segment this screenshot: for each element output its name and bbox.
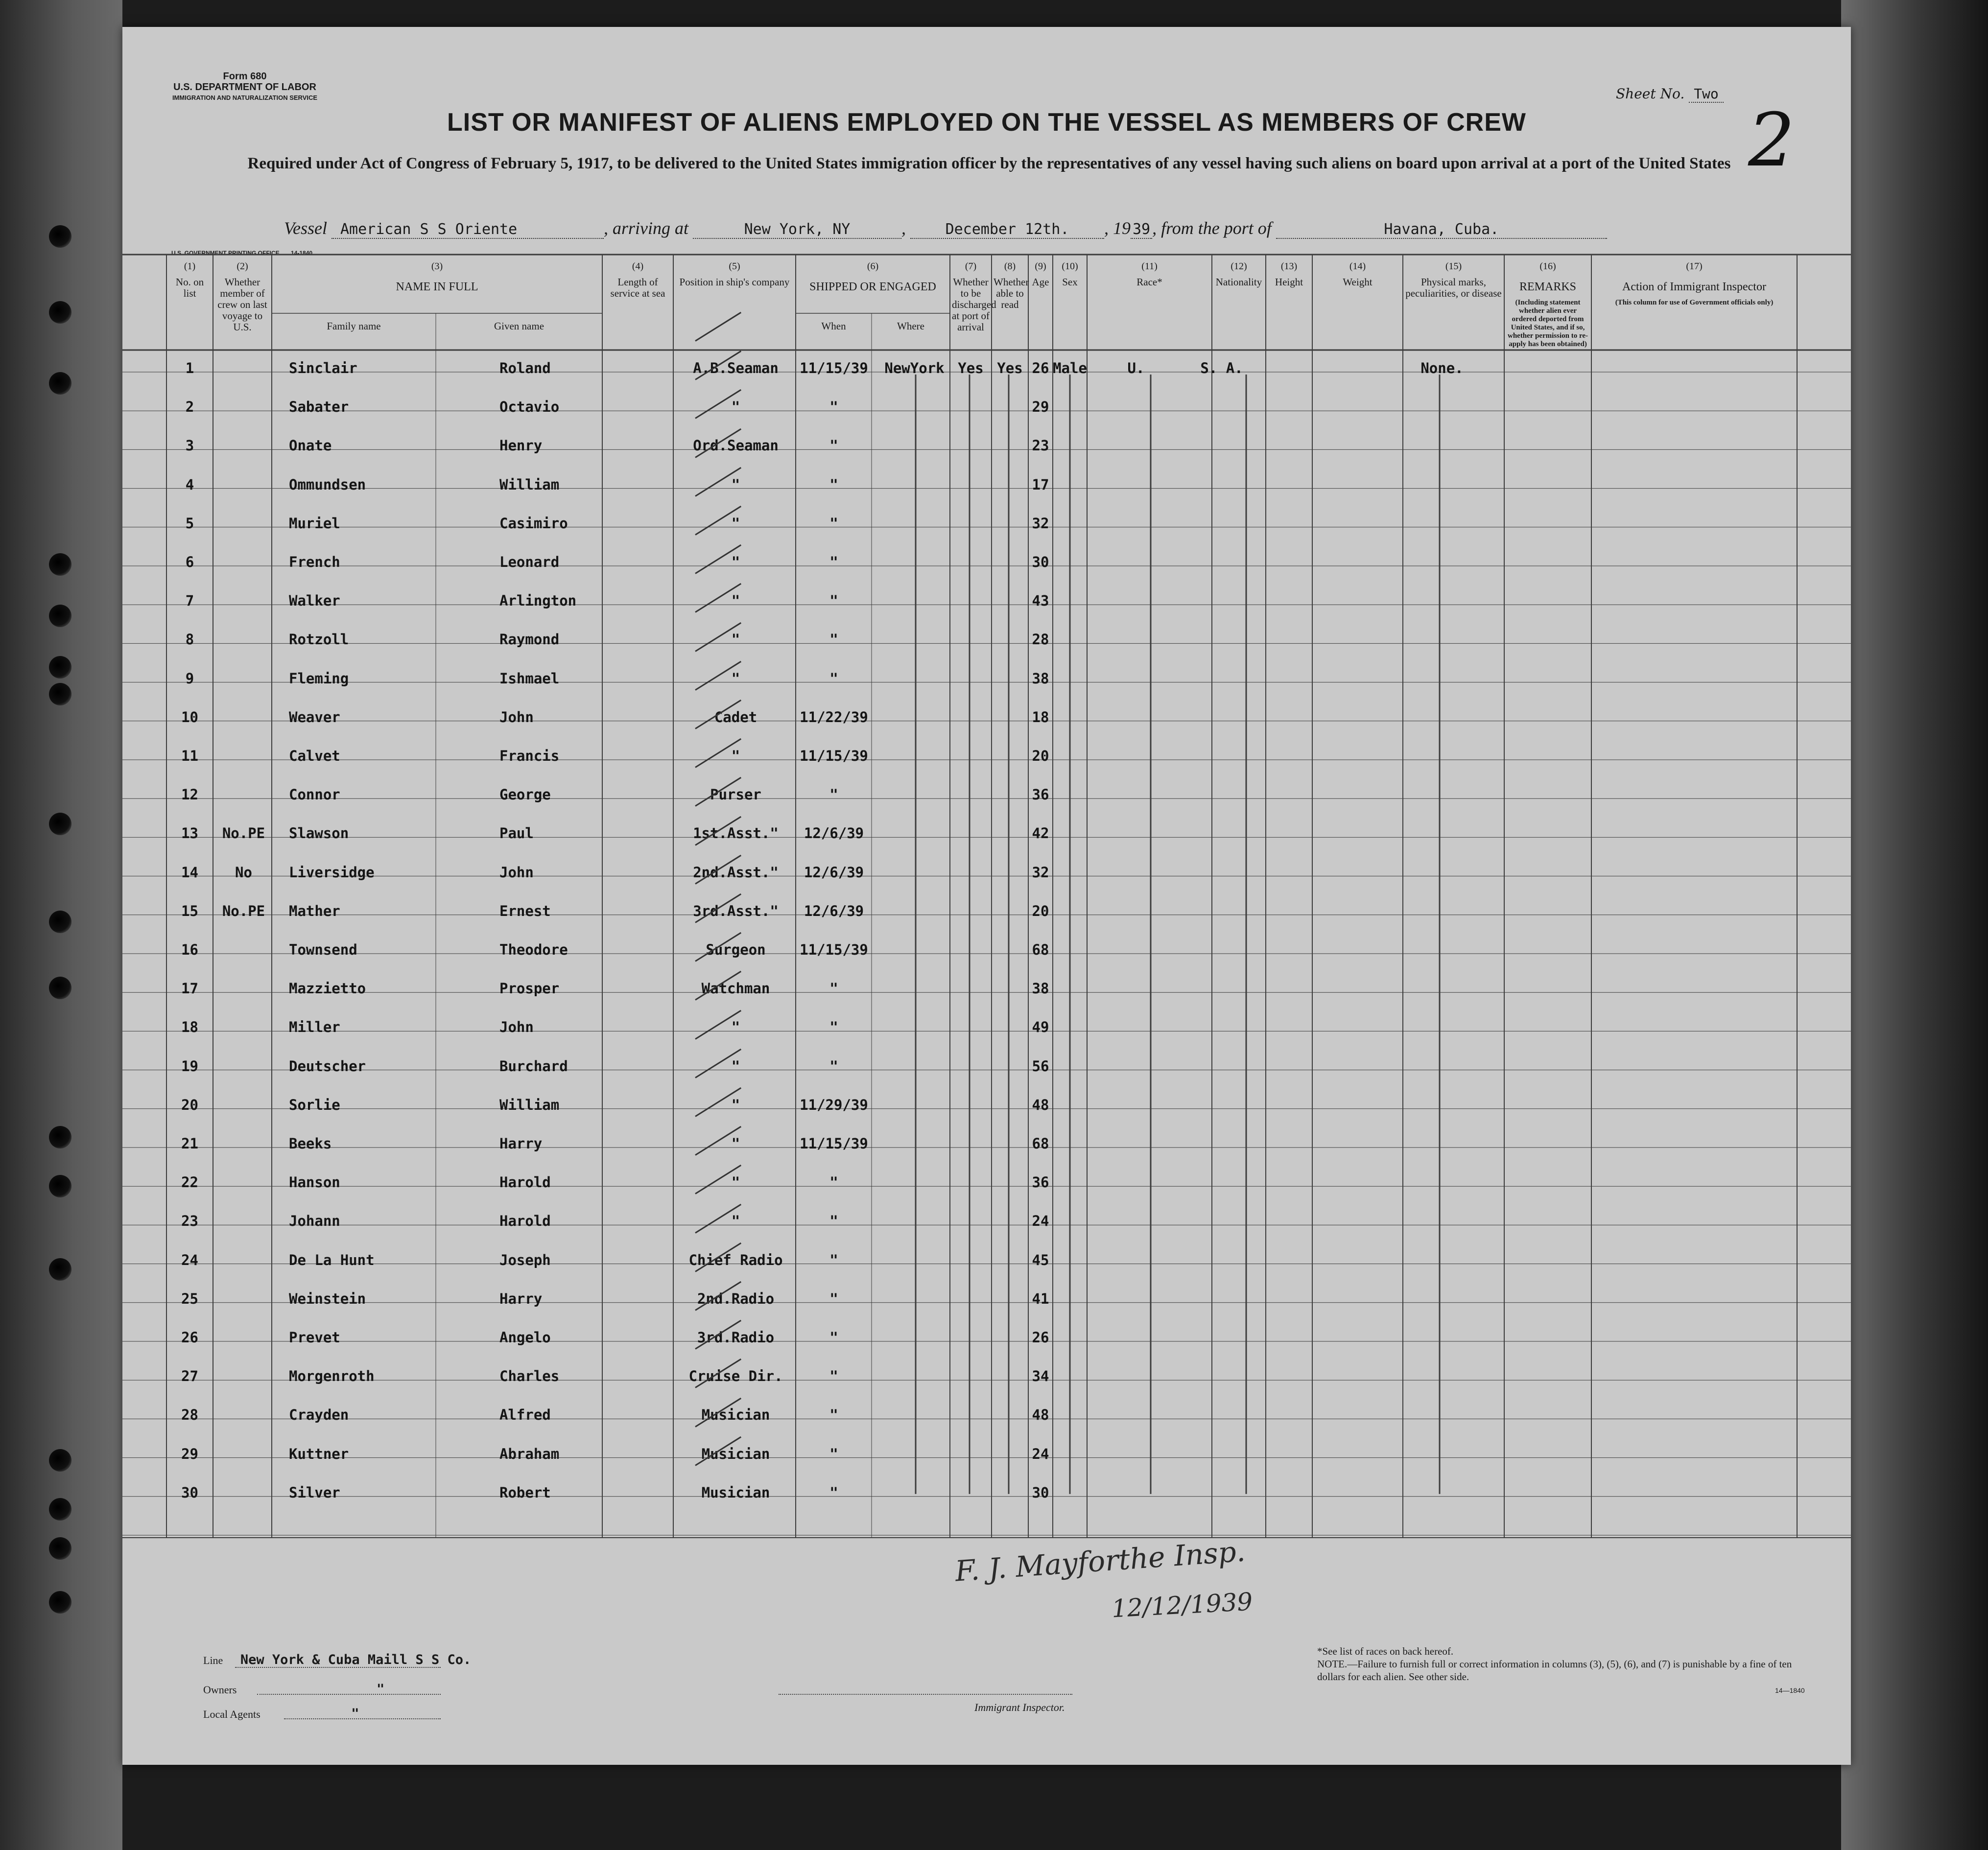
position: Musician: [701, 1406, 770, 1424]
column-number: (7): [965, 261, 977, 272]
family-name: Mazzietto: [289, 980, 366, 997]
footer-line: [203, 1652, 471, 1667]
family-name: Prevet: [289, 1329, 340, 1346]
binder-right-edge: [1841, 0, 1988, 1850]
position: 2nd.Asst.": [693, 864, 779, 881]
binder-hole: [49, 1449, 71, 1472]
inspector-label: Immigrant Inspector.: [974, 1701, 1065, 1713]
given-name: William: [499, 476, 560, 493]
given-name: John: [499, 1019, 534, 1036]
tick-mark: [695, 312, 741, 342]
column-number: (14): [1349, 261, 1366, 272]
column-number: (2): [237, 261, 248, 272]
column-number: (13): [1280, 261, 1298, 272]
row-number: 29: [181, 1445, 198, 1462]
inspector-signature: F. J. Mayforthe Insp.: [954, 1534, 1247, 1588]
column-header-label: NAME IN FULL: [396, 281, 478, 293]
position: ": [731, 670, 740, 687]
age: 30: [1032, 554, 1049, 570]
family-name: Johann: [289, 1213, 340, 1230]
row-number: 14: [181, 864, 198, 881]
position: 1st.Asst.": [693, 825, 779, 842]
position: Watchman: [701, 980, 770, 997]
line-label: Line: [203, 1654, 223, 1666]
column-header-label: Weight: [1343, 276, 1373, 288]
family-name: Sinclair: [289, 360, 357, 376]
from-label: , from the port of: [1152, 218, 1272, 238]
row-number: 26: [181, 1329, 198, 1346]
shipped-when: 12/6/39: [804, 825, 864, 842]
shipped-when: ": [829, 437, 838, 454]
family-name: Townsend: [289, 941, 357, 958]
age: 43: [1032, 592, 1049, 609]
age: 26: [1032, 1329, 1049, 1346]
column-subheader: Family name: [327, 320, 381, 332]
column-number: (5): [729, 261, 740, 272]
given-name: Arlington: [499, 592, 577, 609]
family-name: Sabater: [289, 398, 349, 416]
arriving-port: New York, NY: [693, 221, 901, 239]
given-name: Charles: [499, 1368, 560, 1385]
position: ": [731, 476, 740, 493]
row-number: 9: [185, 670, 194, 687]
given-name: Burchard: [499, 1057, 568, 1075]
binder-hole: [49, 605, 71, 627]
row-number: 2: [185, 398, 194, 416]
family-name: Rotzoll: [289, 631, 349, 648]
shipped-when: ": [829, 1251, 838, 1268]
age: 41: [1032, 1290, 1049, 1307]
arriving-label: , arriving at: [603, 218, 688, 238]
given-name: Abraham: [499, 1445, 560, 1462]
family-name: Morgenroth: [289, 1368, 375, 1385]
shipped-where: NewYork: [884, 360, 945, 376]
departure-port: Havana, Cuba.: [1276, 221, 1607, 239]
binder-hole: [49, 813, 71, 835]
shipped-when: ": [829, 515, 838, 532]
gpo-imprint: [171, 250, 312, 257]
sheet-value: Two: [1689, 86, 1724, 103]
age: 38: [1032, 670, 1049, 687]
binder-hole: [49, 301, 71, 324]
shipped-when: 11/29/39: [800, 1096, 868, 1113]
column-header-label: Race*: [1136, 276, 1162, 288]
given-name: John: [499, 864, 534, 881]
shipped-when: ": [829, 398, 838, 416]
family-name: Kuttner: [289, 1445, 349, 1462]
row-number: 6: [185, 554, 194, 570]
given-name: Robert: [499, 1484, 551, 1501]
position: ": [731, 554, 740, 570]
binder-hole: [49, 1537, 71, 1560]
family-name: Miller: [289, 1019, 340, 1036]
age: 32: [1032, 864, 1049, 881]
position: Ord.Seaman: [693, 437, 779, 454]
position: ": [731, 592, 740, 609]
age: 28: [1032, 631, 1049, 648]
given-name: Casimiro: [499, 515, 568, 532]
position: ": [731, 398, 740, 416]
family-name: Crayden: [289, 1406, 349, 1424]
previous-voyage: No.PE: [222, 902, 265, 919]
column-number: (1): [184, 261, 196, 272]
binder-hole: [49, 1591, 71, 1614]
position: ": [731, 1174, 740, 1191]
binder-hole: [49, 911, 71, 933]
row-number: 4: [185, 476, 194, 493]
family-name: Onate: [289, 437, 332, 454]
age: 32: [1032, 515, 1049, 532]
column-number: (4): [632, 261, 644, 272]
race: U.: [1127, 360, 1145, 376]
given-name: Octavio: [499, 398, 560, 416]
age: 56: [1032, 1057, 1049, 1075]
row-number: 3: [185, 437, 194, 454]
able-to-read: Yes: [997, 360, 1023, 376]
manifest-sheet: [122, 27, 1851, 1765]
row-number: 30: [181, 1484, 198, 1501]
age: 24: [1032, 1445, 1049, 1462]
service-name: IMMIGRATION AND NATURALIZATION SERVICE: [172, 94, 318, 101]
column-header-label: No. on list: [175, 276, 204, 299]
row-number: 25: [181, 1290, 198, 1307]
shipped-when: ": [829, 554, 838, 570]
age: 45: [1032, 1251, 1049, 1268]
given-name: Angelo: [499, 1329, 551, 1346]
year-prefix: , 19: [1104, 218, 1131, 238]
vessel-label: Vessel: [284, 218, 327, 238]
column-number: (17): [1686, 261, 1703, 272]
binder-hole: [49, 683, 71, 705]
column-note: (Including statement whether alien ever ordered deported from United States, and if so, whether permission to re-apply has been obtained): [1507, 299, 1588, 348]
column-header-label: Sex: [1062, 276, 1078, 288]
shipped-when: ": [829, 592, 838, 609]
column-number: (11): [1141, 261, 1158, 272]
column-header-label: Physical marks, peculiarities, or disease: [1405, 276, 1502, 299]
family-name: Connor: [289, 786, 340, 803]
given-name: Harry: [499, 1135, 543, 1152]
row-number: 17: [181, 980, 198, 997]
row-number: 24: [181, 1251, 198, 1268]
form-identifier: [157, 71, 333, 103]
family-name: Calvet: [289, 748, 340, 764]
shipped-when: ": [829, 1484, 838, 1501]
discharged-at-port: Yes: [958, 360, 984, 376]
shipped-when: ": [829, 980, 838, 997]
given-name: William: [499, 1096, 560, 1113]
arrival-year: 39: [1131, 221, 1152, 239]
binder-hole: [49, 977, 71, 999]
sheet-number: [1616, 86, 1724, 102]
nationality: S. A.: [1200, 360, 1243, 376]
column-header-label: Whether able to read: [994, 276, 1029, 310]
position: ": [731, 1213, 740, 1230]
given-name: Harold: [499, 1213, 551, 1230]
physical-marks: None.: [1420, 360, 1464, 376]
given-name: Harold: [499, 1174, 551, 1191]
position: ": [731, 1019, 740, 1036]
column-number: (9): [1035, 261, 1046, 272]
shipped-when: ": [829, 1213, 838, 1230]
agents-label: Local Agents: [203, 1708, 260, 1720]
row-number: 10: [181, 708, 198, 726]
shipped-when: 11/22/39: [800, 708, 868, 726]
position: ": [731, 1057, 740, 1075]
age: 68: [1032, 1135, 1049, 1152]
column-header-label: REMARKS: [1519, 281, 1577, 293]
row-number: 13: [181, 825, 198, 842]
binder-hole: [49, 656, 71, 679]
position: Chief Radio: [688, 1251, 783, 1268]
department-name: U.S. DEPARTMENT OF LABOR: [173, 82, 316, 93]
row-number: 16: [181, 941, 198, 958]
given-name: Paul: [499, 825, 534, 842]
age: 29: [1032, 398, 1049, 416]
shipped-when: 11/15/39: [800, 941, 868, 958]
shipped-when: ": [829, 1406, 838, 1424]
sex: Male: [1053, 360, 1087, 376]
shipped-when: 11/15/39: [800, 748, 868, 764]
family-name: Sorlie: [289, 1096, 340, 1113]
family-name: Silver: [289, 1484, 340, 1501]
given-name: Theodore: [499, 941, 568, 958]
binder-hole: [49, 1498, 71, 1521]
position: Purser: [710, 786, 761, 803]
shipped-when: 12/6/39: [804, 864, 864, 881]
sheet-label: Sheet No.: [1616, 86, 1685, 102]
row-number: 12: [181, 786, 198, 803]
binder-hole: [49, 1258, 71, 1281]
position: Musician: [701, 1484, 770, 1501]
given-name: John: [499, 708, 534, 726]
family-name: Walker: [289, 592, 340, 609]
family-name: Ommundsen: [289, 476, 366, 493]
gpo-name: U.S. GOVERNMENT PRINTING OFFICE: [171, 250, 280, 257]
column-number: (16): [1539, 261, 1556, 272]
age: 20: [1032, 748, 1049, 764]
row-number: 23: [181, 1213, 198, 1230]
position: 2nd.Radio: [697, 1290, 775, 1307]
owners-label: Owners: [203, 1684, 237, 1696]
age: 38: [1032, 980, 1049, 997]
age: 48: [1032, 1406, 1049, 1424]
family-name: Mather: [289, 902, 340, 919]
column-note: (This column for use of Government officials only): [1615, 299, 1774, 306]
shipped-when: ": [829, 631, 838, 648]
position: ": [731, 631, 740, 648]
shipped-when: ": [829, 1057, 838, 1075]
family-name: Muriel: [289, 515, 340, 532]
shipped-when: ": [829, 1329, 838, 1346]
footnotes: [1317, 1645, 1802, 1683]
column-subheader: Given name: [494, 320, 544, 332]
given-name: Raymond: [499, 631, 560, 648]
given-name: George: [499, 786, 551, 803]
arrival-date: December 12th.: [910, 221, 1104, 239]
family-name: Weinstein: [289, 1290, 366, 1307]
row-number: 19: [181, 1057, 198, 1075]
line-value: New York & Cuba Maill S S Co.: [240, 1652, 472, 1667]
column-header-label: Length of service at sea: [610, 276, 665, 299]
row-number: 5: [185, 515, 194, 532]
binder-hole: [49, 372, 71, 395]
age: 20: [1032, 902, 1049, 919]
row-number: 18: [181, 1019, 198, 1036]
position: Cruise Dir.: [688, 1368, 783, 1385]
column-header-label: Whether member of crew on last voyage to U.S.: [217, 276, 267, 333]
family-name: Beeks: [289, 1135, 332, 1152]
given-name: Harry: [499, 1290, 543, 1307]
column-header-label: SHIPPED OR ENGAGED: [809, 281, 936, 293]
family-name: De La Hunt: [289, 1251, 375, 1268]
vessel-line: Vessel American S S Oriente , arriving at New York, NY , December 12th. , 19 39 , from the port of Havana, Cuba.: [284, 218, 1753, 239]
shipped-when: ": [829, 1019, 838, 1036]
age: 24: [1032, 1213, 1049, 1230]
age: 17: [1032, 476, 1049, 493]
page-title: LIST OR MANIFEST OF ALIENS EMPLOYED ON THE VESSEL AS MEMBERS OF CREW: [447, 108, 1526, 137]
shipped-when: ": [829, 1368, 838, 1385]
binder-hole: [49, 553, 71, 576]
position: A.B.Seaman: [693, 360, 779, 376]
owners-value: ": [376, 1682, 385, 1697]
page-subtitle: Required under Act of Congress of February 5, 1917, to be delivered to the United States immigration officer by the representatives of any vessel having such aliens on board upon arrival at a port of the United States: [247, 155, 1731, 172]
given-name: Henry: [499, 437, 543, 454]
family-name: French: [289, 554, 340, 570]
given-name: Alfred: [499, 1406, 551, 1424]
row-number: 15: [181, 902, 198, 919]
family-name: Hanson: [289, 1174, 340, 1191]
signature-date: 12/12/1939: [1111, 1587, 1254, 1623]
print-code: 14—1840: [1775, 1686, 1805, 1694]
row-number: 1: [185, 360, 194, 376]
agents-value: ": [351, 1706, 359, 1721]
row-number: 21: [181, 1135, 198, 1152]
family-name: Fleming: [289, 670, 349, 687]
position: ": [731, 515, 740, 532]
given-name: Joseph: [499, 1251, 551, 1268]
binder-hole: [49, 225, 71, 248]
position: ": [731, 748, 740, 764]
position: Musician: [701, 1445, 770, 1462]
shipped-when: 11/15/39: [800, 360, 868, 376]
age: 36: [1032, 786, 1049, 803]
age: 23: [1032, 437, 1049, 454]
family-name: Deutscher: [289, 1057, 366, 1075]
family-name: Liversidge: [289, 864, 375, 881]
shipped-when: ": [829, 1290, 838, 1307]
age: 36: [1032, 1174, 1049, 1191]
gpo-code: 14-1840: [291, 250, 313, 257]
row-number: 11: [181, 748, 198, 764]
column-number: (12): [1231, 261, 1247, 272]
age: 26: [1032, 360, 1049, 376]
family-name: Weaver: [289, 708, 340, 726]
column-number: (15): [1445, 261, 1462, 272]
penalty-note: NOTE.—Failure to furnish full or correct information in columns (3), (5), (6), and (7) is punishable by a fine of ten dollars for each alien. See other side.: [1317, 1658, 1792, 1683]
row-number: 27: [181, 1368, 198, 1385]
row-number: 28: [181, 1406, 198, 1424]
column-header-label: Action of Immigrant Inspector: [1622, 281, 1766, 293]
shipped-when: ": [829, 670, 838, 687]
age: 42: [1032, 825, 1049, 842]
age: 30: [1032, 1484, 1049, 1501]
position: ": [731, 1135, 740, 1152]
column-subheader: When: [821, 320, 846, 332]
shipped-when: 11/15/39: [800, 1135, 868, 1152]
binder-hole: [49, 1175, 71, 1197]
column-header-label: Position in ship's company: [679, 276, 790, 288]
position: ": [731, 1096, 740, 1113]
previous-voyage: No: [235, 864, 252, 881]
vessel-name: American S S Oriente: [331, 221, 604, 239]
column-number: (3): [431, 261, 443, 272]
row-number: 8: [185, 631, 194, 648]
column-number: (10): [1062, 261, 1078, 272]
shipped-when: ": [829, 1445, 838, 1462]
row-number: 22: [181, 1174, 198, 1191]
column-number: (6): [867, 261, 879, 272]
age: 49: [1032, 1019, 1049, 1036]
races-note: *See list of races on back hereof.: [1317, 1645, 1454, 1657]
shipped-when: 12/6/39: [804, 902, 864, 919]
shipped-when: ": [829, 786, 838, 803]
column-header-label: Age: [1032, 276, 1049, 288]
given-name: Ernest: [499, 902, 551, 919]
age: 68: [1032, 941, 1049, 958]
column-header-label: Whether to be discharged at port of arrival: [952, 276, 996, 333]
row-number: 7: [185, 592, 194, 609]
given-name: Prosper: [499, 980, 560, 997]
age: 48: [1032, 1096, 1049, 1113]
shipped-when: ": [829, 476, 838, 493]
form-number: Form 680: [223, 71, 267, 82]
column-header-label: Height: [1275, 276, 1303, 288]
shipped-when: ": [829, 1174, 838, 1191]
binder-hole: [49, 1126, 71, 1148]
column-number: (8): [1004, 261, 1016, 272]
given-name: Francis: [499, 748, 560, 764]
age: 18: [1032, 708, 1049, 726]
given-name: Roland: [499, 360, 551, 376]
position: 3rd.Radio: [697, 1329, 775, 1346]
given-name: Leonard: [499, 554, 560, 570]
page-number: 2: [1748, 98, 1795, 183]
position: Surgeon: [706, 941, 766, 958]
row-number: 20: [181, 1096, 198, 1113]
column-header-label: Nationality: [1215, 276, 1262, 288]
position: Cadet: [714, 708, 757, 726]
position: 3rd.Asst.": [693, 902, 779, 919]
age: 34: [1032, 1368, 1049, 1385]
family-name: Slawson: [289, 825, 349, 842]
previous-voyage: No.PE: [222, 825, 265, 842]
column-subheader: Where: [897, 320, 924, 332]
given-name: Ishmael: [499, 670, 560, 687]
